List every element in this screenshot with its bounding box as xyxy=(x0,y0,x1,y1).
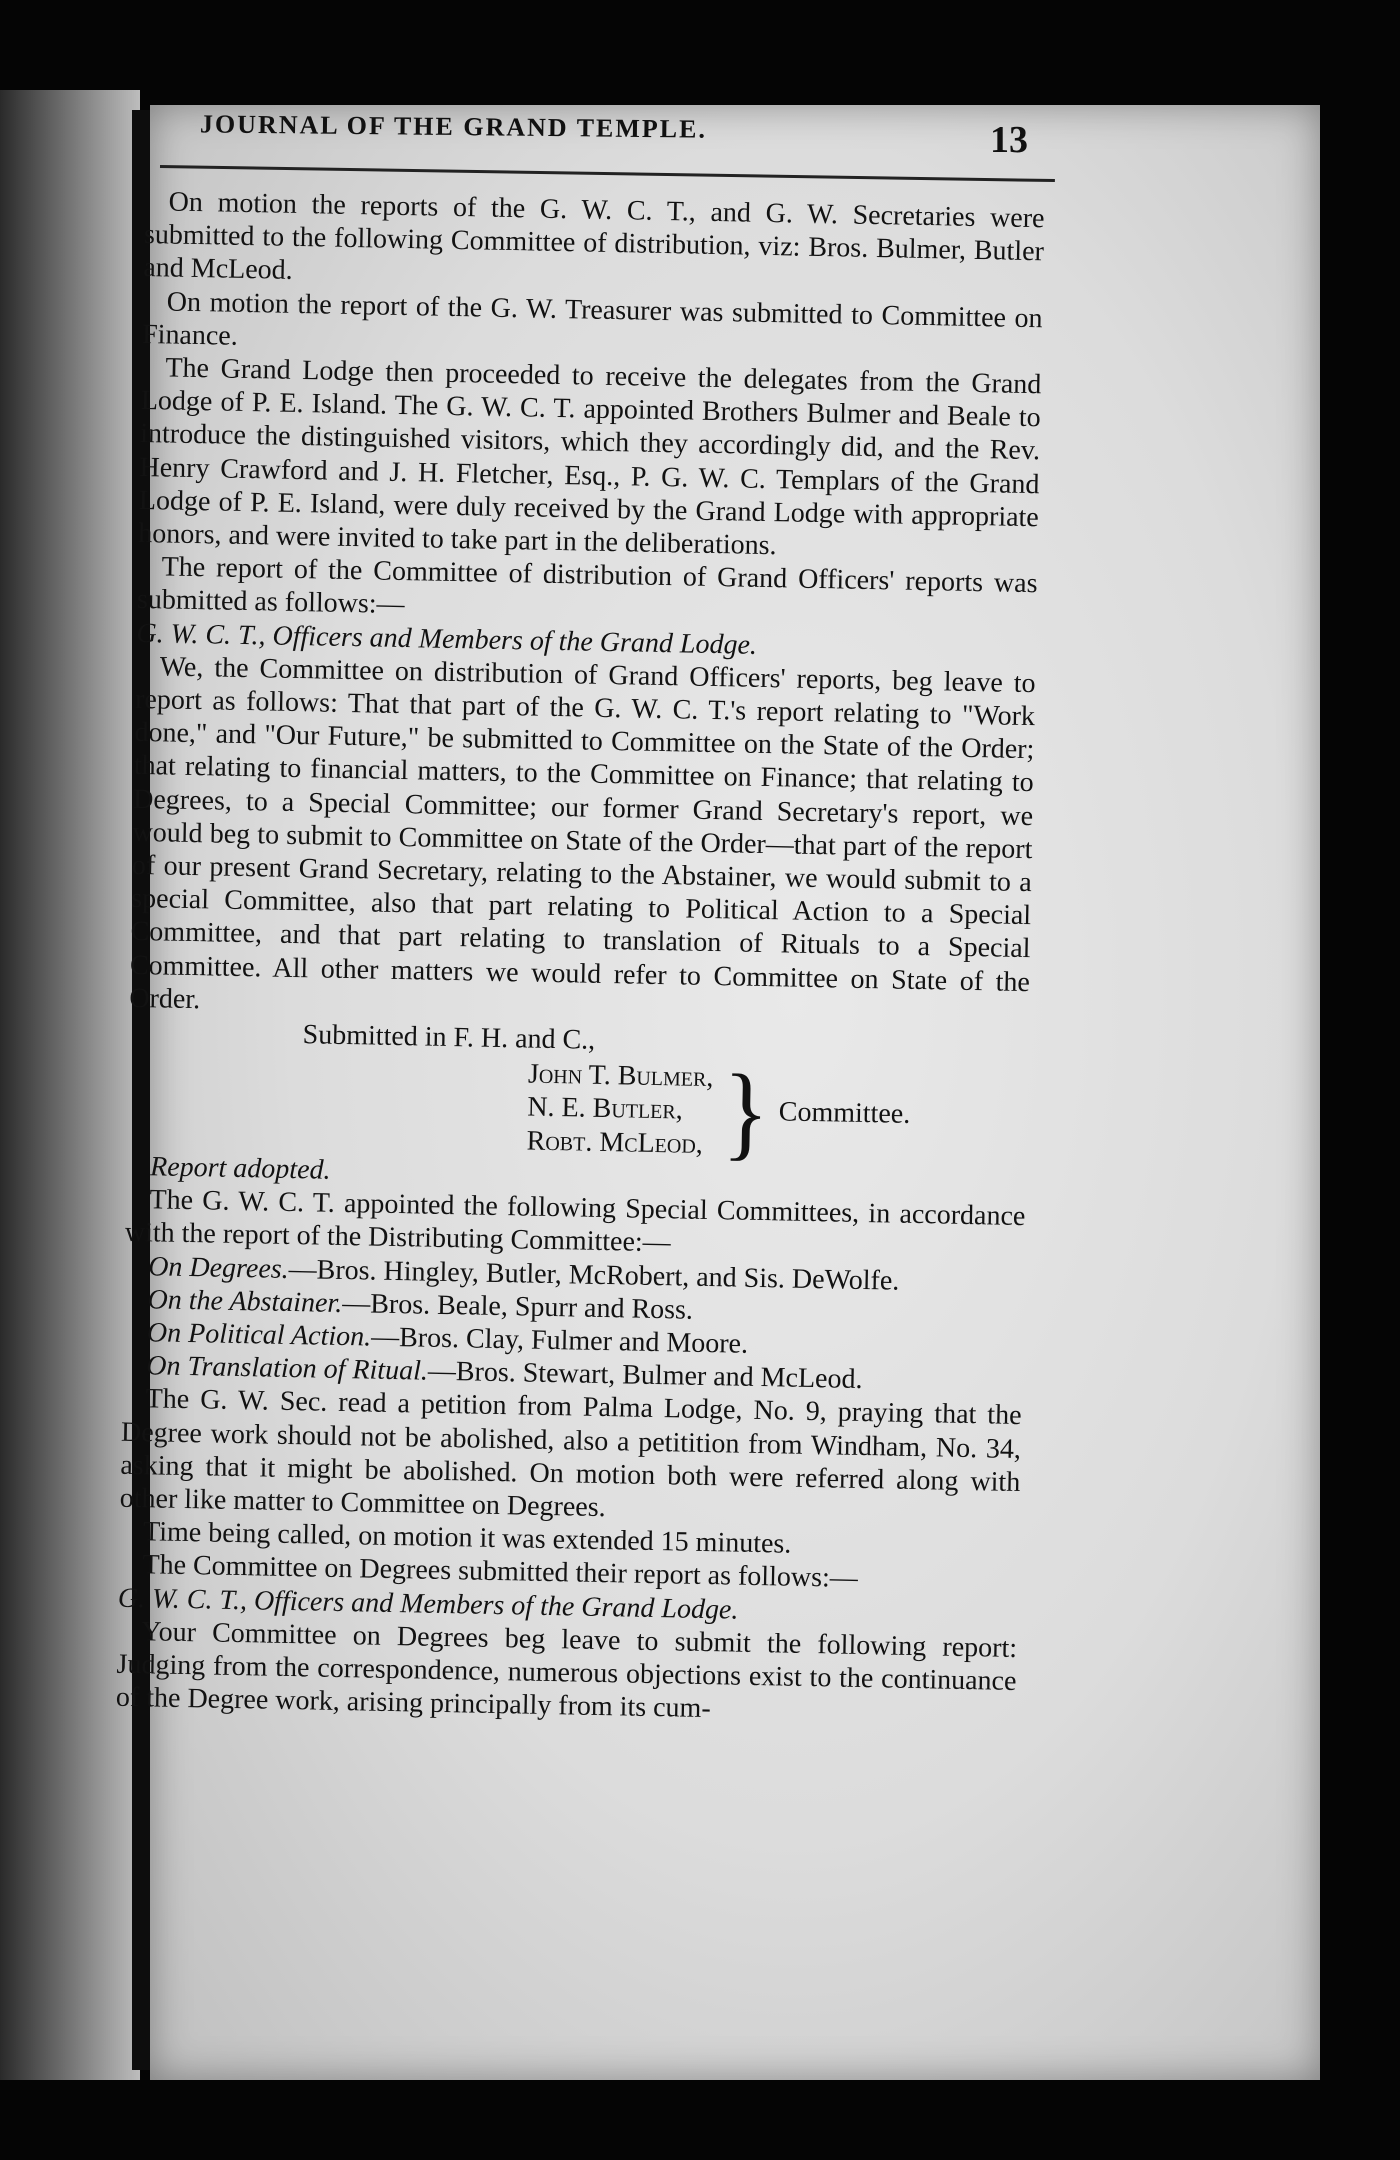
special-topic: On Political Action. xyxy=(146,1317,372,1353)
paragraph: The G. W. Sec. read a petition from Palma Lodge, No. 9, praying that the Degree work should not be abolished, also a petitition from Windham, No. 34, asking that it might be abolished. On motion both were referred along with other like matter to Committee on Degrees. xyxy=(119,1383,1022,1524)
paragraph: The report of the Committee of distribution of Grand Officers' reports was submitted as follows:— xyxy=(136,551,1038,621)
special-members: —Bros. Hingley, Butler, McRobert, and Sis. DeWolfe. xyxy=(288,1253,900,1297)
brace-glyph: } xyxy=(721,1051,770,1171)
paragraph: Time being called, on motion it was extended 15 minutes. xyxy=(142,1516,792,1560)
paragraph: We, the Committee on distribution of Grand Officers' reports, beg leave to report as follows: That that part of the G. W. C. T.'s report relating to "Work done," and "Our Future," be submitted to Committee on the State of the Order; that relating to financial matters, to the Committee on Finance; that relating to Degrees, to a Special Committee; our former Grand Secretary's report, we would beg to submit to Committee on State of the Order—that part of the report of our present Grand Secretary, relating to the Abstainer, we would submit to a special Committee, also that part relating to Political Action to a Special Committee, and that part relating to translation of Rituals to a Special Committee. All other matters we would refer to Committee on State of the Order. xyxy=(129,651,1036,1016)
committee-names xyxy=(526,1058,713,1161)
special-members: —Bros. Clay, Fulmer and Moore. xyxy=(370,1321,749,1360)
book-spine xyxy=(0,90,140,2080)
committee-member: John T. Bulmer, xyxy=(527,1058,714,1094)
paragraph: Your Committee on Degrees beg leave to submit the following report: Judging from the correspondence, numerous objections exist to the continuance of the Degree work, arising principally from its cum- xyxy=(115,1615,1018,1725)
committee-member: N. E. Butler, xyxy=(527,1091,684,1126)
special-members: —Bros. Beale, Spurr and Ross. xyxy=(341,1287,694,1326)
committee-member: Robt. McLeod, xyxy=(526,1125,704,1160)
body-text xyxy=(116,185,1045,1731)
paragraph: The Committee on Degrees submitted their report as follows:— xyxy=(142,1549,859,1595)
paragraph: On motion the report of the G. W. Treasurer was submitted to Committee on Finance. xyxy=(141,286,1043,352)
committee-label: Committee. xyxy=(778,1096,911,1131)
report-adopted: Report adopted. xyxy=(149,1151,331,1186)
paragraph: On motion the reports of the G. W. C. T., and G. W. Secretaries were submitted to the following Committee of distribution, viz: Bros. Bulmer, Butler and McLeod. xyxy=(143,186,1045,287)
page-number: 13 xyxy=(990,119,1028,161)
special-topic: On the Abstainer. xyxy=(147,1283,343,1319)
paragraph: The G. W. C. T. appointed the following Special Committees, in accordance with the report of the Distributing Committee:— xyxy=(124,1184,1026,1259)
special-members: —Bros. Stewart, Bulmer and McLeod. xyxy=(427,1355,863,1396)
special-topic: On Degrees. xyxy=(147,1250,289,1285)
running-title: JOURNAL OF THE GRAND TEMPLE. xyxy=(199,109,708,144)
special-topic: On Translation of Ritual. xyxy=(146,1350,429,1387)
paragraph: The Grand Lodge then proceeded to receive the delegates from the Grand Lodge of P. E. Island. The G. W. C. T. appointed Brothers Bulmer and Beale to introduce the distinguished visitors, which they accordingly did, and the Rev. Henry Crawford and J. H. Fletcher, Esq., P. G. W. C. Templars of the Grand Lodge of P. E. Island, were duly received by the Grand Lodge with appropriate honors, and were invited to take part in the deliberations. xyxy=(138,352,1042,562)
salutation: G. W. C. T., Officers and Members of the Grand Lodge. xyxy=(136,617,758,661)
salutation: G. W. C. T., Officers and Members of the Grand Lodge. xyxy=(117,1582,739,1626)
submitted-line: Submitted in F. H. and C., xyxy=(302,1019,596,1056)
